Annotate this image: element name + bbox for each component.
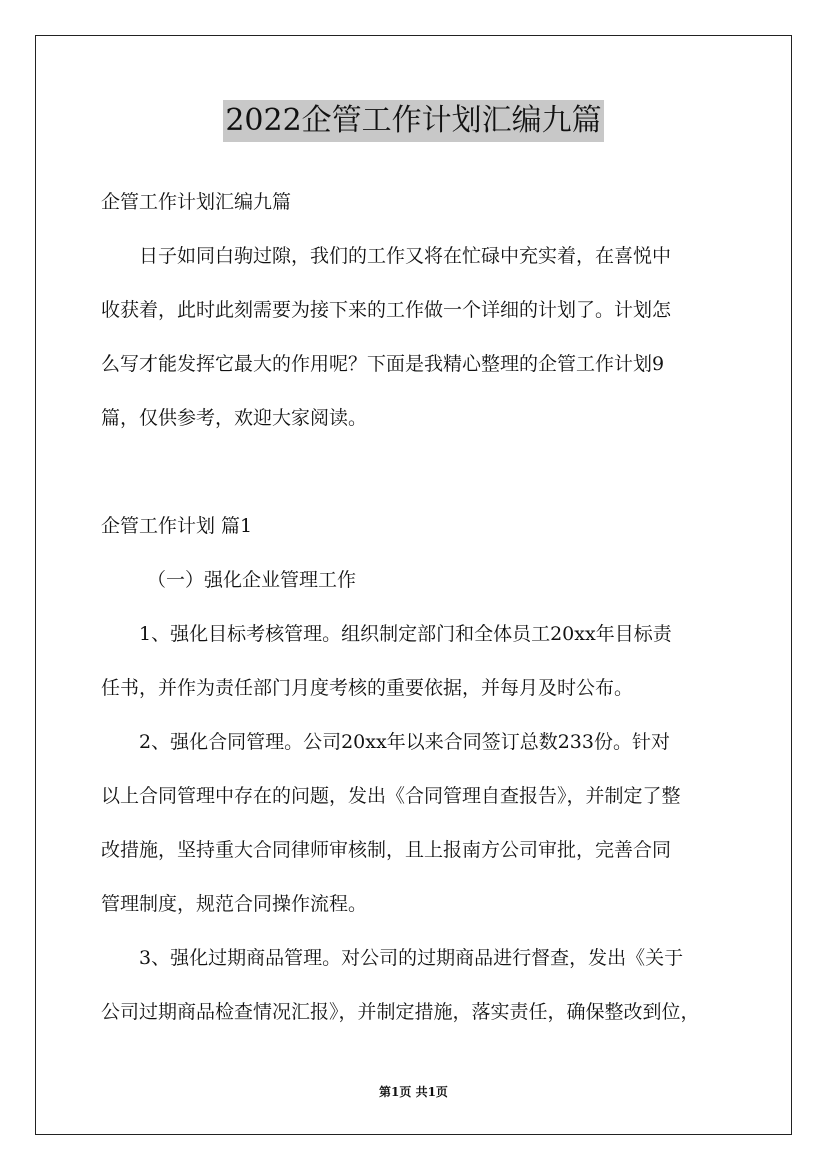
item-line: 公司过期商品检查情况汇报》，并制定措施，落实责任，确保整改到位， <box>101 1001 700 1023</box>
subheading: （一）强化企业管理工作 <box>147 569 357 591</box>
intro-line: 篇，仅供参考，欢迎大家阅读。 <box>101 407 368 429</box>
paragraph-gap <box>101 445 727 499</box>
section-heading: 企管工作计划 篇1 <box>101 515 253 537</box>
page-number: 第1页 共1页 <box>379 1085 448 1099</box>
document-title: 2022企管工作计划汇编九篇 <box>223 100 603 142</box>
item-line: 1、强化目标考核管理。组织制定部门和全体员工20xx年目标责 <box>139 623 672 645</box>
item-line: 任书，并作为责任部门月度考核的重要依据，并每月及时公布。 <box>101 677 634 699</box>
page-footer <box>0 1083 827 1101</box>
item-line: 管理制度，规范合同操作流程。 <box>101 893 368 915</box>
item-line: 2、强化合同管理。公司20xx年以来合同签订总数233份。针对 <box>139 731 670 753</box>
item-line: 3、强化过期商品管理。对公司的过期商品进行督查，发出《关于 <box>139 947 684 969</box>
document-body <box>101 175 727 1039</box>
document-subtitle: 企管工作计划汇编九篇 <box>101 191 292 213</box>
intro-line: 么写才能发挥它最大的作用呢？下面是我精心整理的企管工作计划9 <box>101 353 665 375</box>
intro-line: 收获着，此时此刻需要为接下来的工作做一个详细的计划了。计划怎 <box>101 299 672 321</box>
item-line: 以上合同管理中存在的问题，发出《合同管理自查报告》，并制定了整 <box>101 785 681 807</box>
intro-line: 日子如同白驹过隙，我们的工作又将在忙碌中充实着，在喜悦中 <box>139 245 672 267</box>
title-container <box>0 100 827 142</box>
item-line: 改措施，坚持重大合同律师审核制，且上报南方公司审批，完善合同 <box>101 839 672 861</box>
